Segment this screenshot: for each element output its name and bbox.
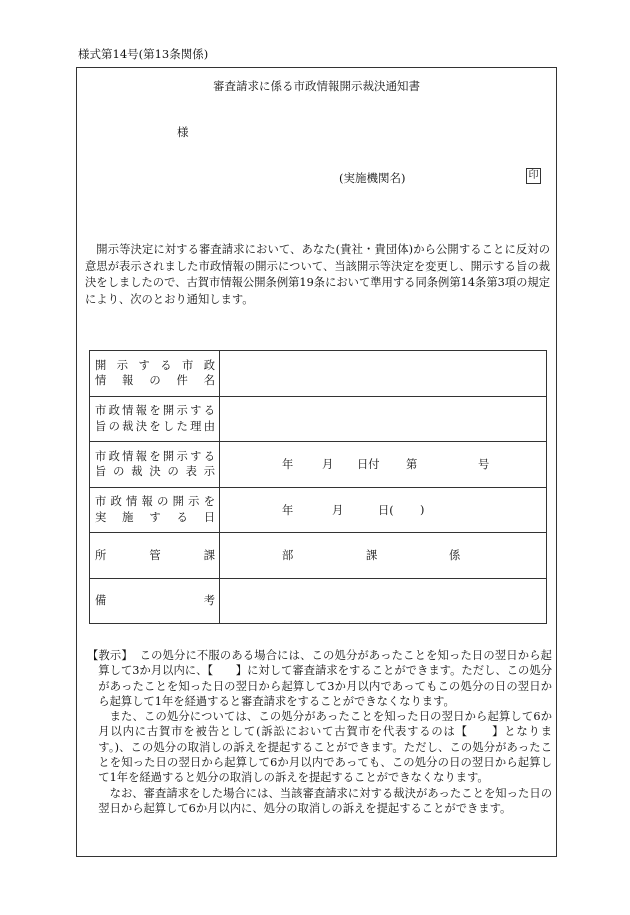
seal-mark: 印	[526, 168, 541, 184]
row-label-department	[90, 533, 220, 579]
label-line: 所管課	[95, 548, 215, 562]
label-line: 市政情報を開示する	[95, 404, 215, 418]
notice-paragraph-1	[87, 648, 552, 709]
table-row	[90, 578, 547, 624]
value-department	[220, 533, 547, 579]
label-line: 開示する市政	[95, 358, 215, 372]
field-month: 月	[322, 458, 334, 472]
field-number-suffix: 号	[478, 458, 490, 472]
field-day-dated: 日付	[357, 458, 380, 472]
value-decision	[220, 442, 547, 488]
value-remarks	[220, 578, 547, 624]
field-kakari: 係	[449, 549, 461, 563]
table-row	[90, 487, 547, 533]
row-label-implementation	[90, 487, 220, 533]
field-day-open: 日(	[378, 503, 394, 517]
document-frame	[76, 67, 557, 857]
label-line: 旨の裁決をした理由	[95, 419, 215, 433]
intro-paragraph: 開示等決定に対する審査請求において、あなた(貴社・貴団体)から公開することに反対の意思が表示されました市政情報の開示について、当該開示等決定を変更し、開示する旨の裁決をしましたので、古賀市情報公開条例第19条において準用する同条例第14条第3項の規定により、次のとおり通知します。	[85, 243, 550, 306]
value-implementation	[220, 487, 547, 533]
label-line: 市政情報を開示する	[95, 449, 215, 463]
value-reason	[220, 396, 547, 442]
table-row	[90, 533, 547, 579]
notice-paragraph-2: また、この処分については、この処分があったことを知った日の翌日から起算して6か月以内に古賀市を被告として(訴訟において古賀市を代表するのは【 】となります。)、この処分の取消しの訴えを提起することができます。ただし、この処分があったことを知った日の翌日から起算して6か月以内であっても、この処分の日の翌日から起算して1年を経過すると処分の取消しの訴えを提起することができなくなります。	[98, 710, 552, 785]
form-number: 様式第14号(第13条関係)	[78, 47, 209, 61]
label-line: 市政情報の開示を	[95, 495, 215, 509]
table-row	[90, 351, 547, 397]
field-year: 年	[282, 458, 294, 472]
field-day-close: )	[420, 503, 425, 517]
field-year: 年	[282, 503, 294, 517]
instruction-badge: 【教示】	[87, 649, 133, 662]
label-line: 備考	[95, 594, 215, 607]
field-bu: 部	[282, 549, 294, 563]
document-title: 審査請求に係る市政情報開示裁決通知書	[213, 79, 420, 93]
field-number-prefix: 第	[406, 458, 418, 472]
table-row	[90, 396, 547, 442]
recipient-suffix: 様	[177, 125, 189, 139]
label-line: 実施する日	[95, 510, 215, 524]
row-label-reason	[90, 396, 220, 442]
label-line: 旨の裁決の表示	[95, 465, 215, 479]
value-subject	[220, 351, 547, 397]
notice-text-1: この処分に不服のある場合には、この処分があったことを知った日の翌日から起算して3か月以内に、【 】に対して審査請求をすることができます。ただし、この処分があったことを知った日の翌日から起算して3か月以内であってもこの処分の日の翌日から起算して1年を経過すると審査請求をすることができなくなります。	[98, 649, 552, 708]
label-line: 情報の件名	[95, 374, 215, 388]
field-month: 月	[332, 503, 344, 517]
row-label-subject	[90, 351, 220, 397]
instruction-notice	[87, 648, 552, 816]
row-label-decision	[90, 442, 220, 488]
info-table	[89, 350, 547, 624]
row-label-remarks	[90, 578, 220, 624]
notice-paragraph-3: なお、審査請求をした場合には、当該審査請求に対する裁決があったことを知った日の翌日から起算して6か月以内に、処分の取消しの訴えを提起することができます。	[98, 786, 552, 815]
table-row	[90, 442, 547, 488]
field-ka: 課	[366, 549, 378, 563]
agency-label: (実施機関名)	[339, 171, 406, 185]
